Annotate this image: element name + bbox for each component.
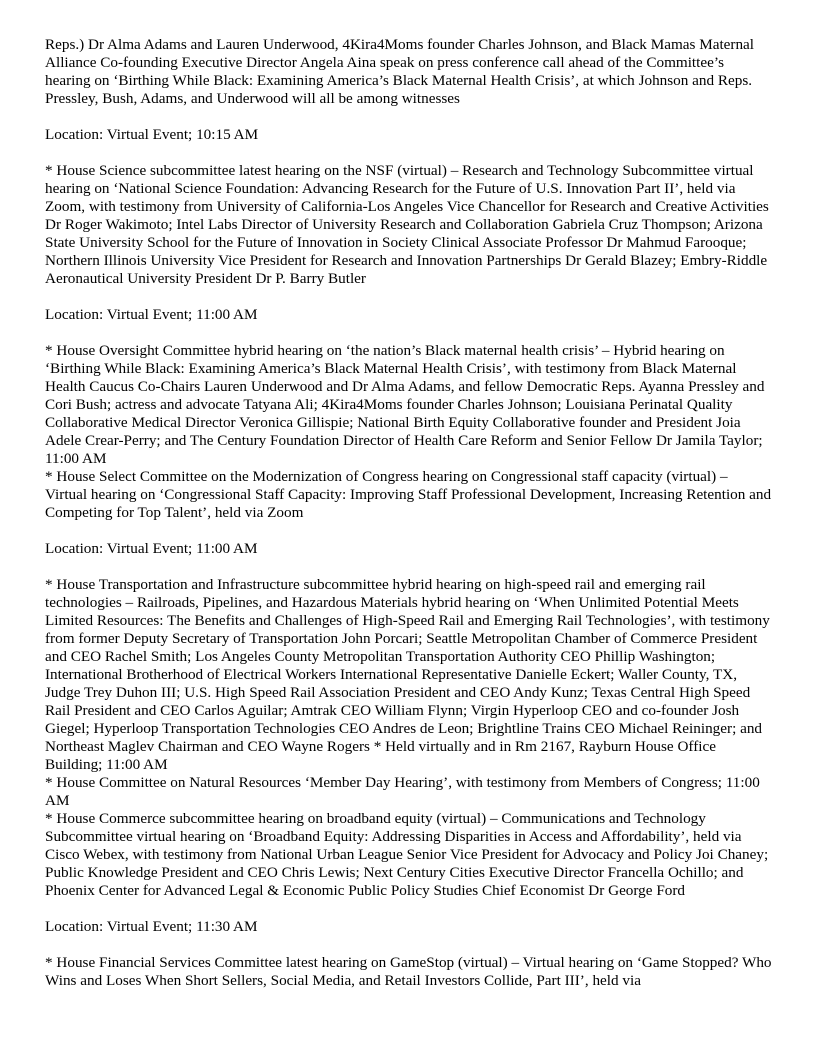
paragraph-maternal-health-press-call: Reps.) Dr Alma Adams and Lauren Underwood, 4Kira4Moms founder Charles Johnson, and Black Mamas Maternal Alliance Co-founding Executive Director Angela Aina speak on press conference call ahead of the Committee’s hearing on ‘Birthing While Black: Examining America’s Black Maternal Health Crisis’, at which Johnson and Reps. Pressley, Bush, Adams, and Underwood will all be among witnesses [45,36,755,107]
paragraph-oversight-hybrid-hearing: * House Oversight Committee hybrid hearing on ‘the nation’s Black maternal health crisis’ – Hybrid hearing on ‘Birthing While Black: Examining America’s Black Maternal Health Crisis’, with testimony from Black Maternal Health Caucus Co-Chairs Lauren Underwood and Dr Alma Adams, and fellow Democratic Reps. Ayanna Pressley and Cori Bush; actress and advocate Tatyana Ali; 4Kira4Moms founder Charles Johnson; Louisiana Perinatal Quality Collaborative Medical Director Veronica Gillispie; National Birth Equity Collaborative founder and President Joia Adele Crear-Perry; and The Century Foundation Director of Health Care Reform and Senior Fellow Dr Jamila Taylor; 11:00 AM [45,342,765,467]
paragraph-natural-resources-member-day: * House Committee on Natural Resources ‘Member Day Hearing’, with testimony from Members of Congress; 11:00 AM [45,774,760,809]
paragraph-spacer [45,558,773,576]
location-line: Location: Virtual Event; 11:00 AM [45,306,258,323]
paragraph-spacer [45,522,773,540]
paragraph-spacer [45,324,773,342]
paragraph-science-nsf-hearing: * House Science subcommittee latest hearing on the NSF (virtual) – Research and Technology Subcommittee virtual hearing on ‘National Science Foundation: Advancing Research for the Future of U.S. Innovation Part II’, held via Zoom, with testimony from University of California-Los Angeles Vice Chancellor for Research and Creative Activities Dr Roger Wakimoto; Intel Labs Director of University Research and Collaboration Gabriela Cruz Thompson; Arizona State University School for the Future of Innovation in Society Clinical Associate Professor Dr Mahmud Farooque; Northern Illinois University Vice President for Research and Innovation Partnerships Dr Gerald Blazey; Embry-Riddle Aeronautical University President Dr P. Barry Butler [45,162,769,287]
paragraph-financial-services-gamestop: * House Financial Services Committee latest hearing on GameStop (virtual) – Virtual hearing on ‘Game Stopped? Who Wins and Loses When Short Sellers, Social Media, and Retail Investors Collide, Part III’, held via [45,954,772,989]
paragraph-spacer [45,144,773,162]
paragraph-spacer [45,900,773,918]
document-page [45,36,773,990]
paragraph-spacer [45,108,773,126]
paragraph-transportation-rail-hearing: * House Transportation and Infrastructure subcommittee hybrid hearing on high-speed rail and emerging rail technologies – Railroads, Pipelines, and Hazardous Materials hybrid hearing on ‘When Unlimited Potential Meets Limited Resources: The Benefits and Challenges of High-Speed Rail and Emerging Rail Technologies’, with testimony from former Deputy Secretary of Transportation John Porcari; Seattle Metropolitan Chamber of Commerce President and CEO Rachel Smith; Los Angeles County Metropolitan Transportation Authority CEO Phillip Washington; International Brotherhood of Electrical Workers International Representative Danielle Eckert; Waller County, TX, Judge Trey Duhon III; U.S. High Speed Rail Association President and CEO Andy Kunz; Texas Central High Speed Rail President and CEO Carlos Aguilar; Amtrak CEO William Flynn; Virgin Hyperloop CEO and co-founder Josh Giegel; Hyperloop Transportation Technologies CEO Andres de Leon; Brightline Trains CEO Michael Reininger; and Northeast Maglev Chairman and CEO Wayne Rogers * Held virtually and in Rm 2167, Rayburn House Office Building; 11:00 AM [45,576,770,773]
location-line: Location: Virtual Event; 11:30 AM [45,918,258,935]
paragraph-commerce-broadband-hearing: * House Commerce subcommittee hearing on broadband equity (virtual) – Communications and Technology Subcommittee virtual hearing on ‘Broadband Equity: Addressing Disparities in Access and Affordability’, held via Cisco Webex, with testimony from National Urban League Senior Vice President for Advocacy and Policy Joi Chaney; Public Knowledge President and CEO Chris Lewis; Next Century Cities Executive Director Francella Ochillo; and Phoenix Center for Advanced Legal & Economic Public Policy Studies Chief Economist Dr George Ford [45,810,769,899]
paragraph-spacer [45,936,773,954]
location-line: Location: Virtual Event; 10:15 AM [45,126,259,143]
paragraph-spacer [45,288,773,306]
location-line: Location: Virtual Event; 11:00 AM [45,540,258,557]
paragraph-modernization-staff-hearing: * House Select Committee on the Modernization of Congress hearing on Congressional staff capacity (virtual) – Virtual hearing on ‘Congressional Staff Capacity: Improving Staff Professional Development, Increasing Retention and Competing for Top Talent’, held via Zoom [45,468,772,521]
